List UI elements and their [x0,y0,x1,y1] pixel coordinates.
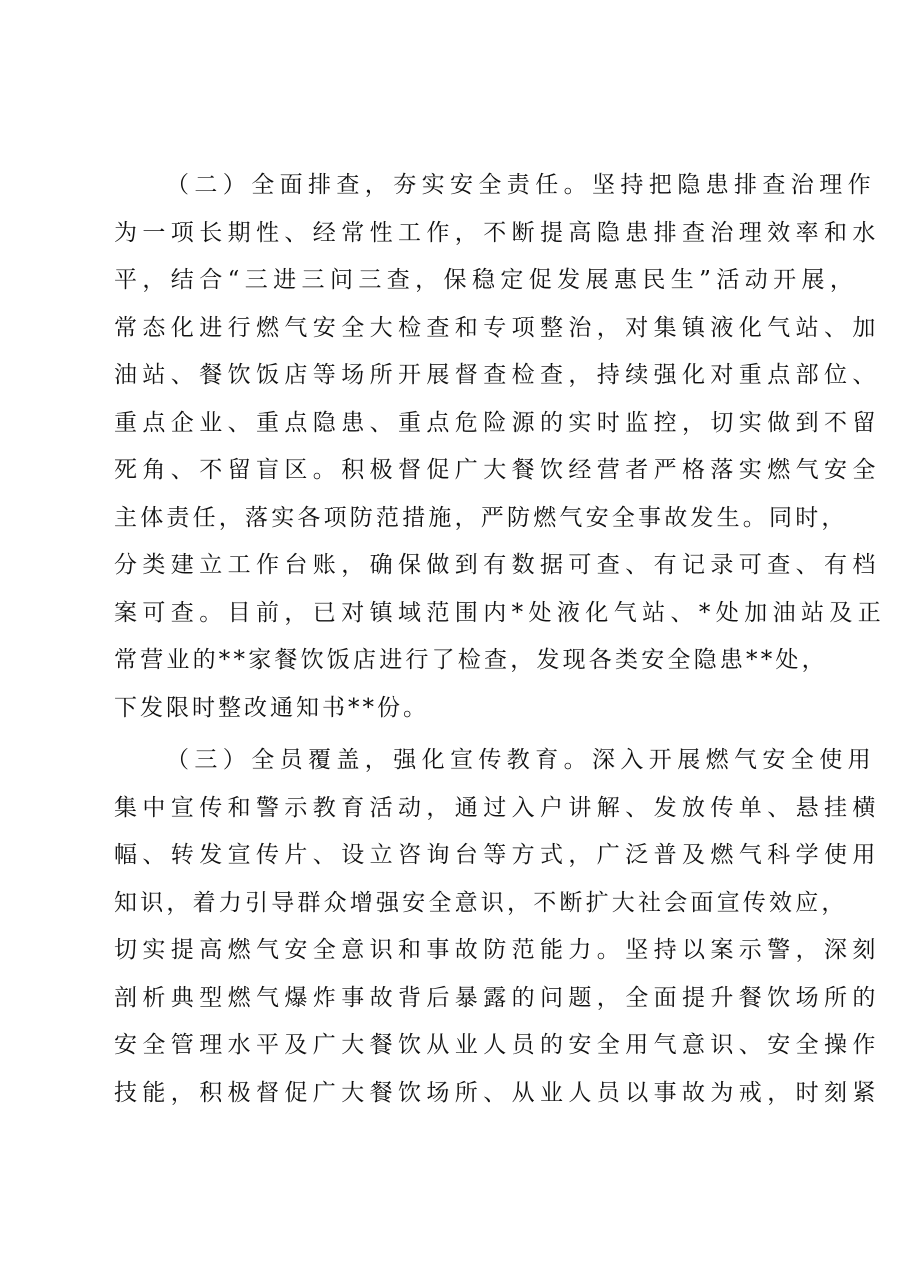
paragraph-line: 死角、不留盲区。积极督促广大餐饮经营者严格落实燃气安全 [114,457,881,483]
paragraph-line: 案可查。目前，已对镇域范围内*处液化气站、*处加油站及正 [114,599,887,626]
paragraph-line: 集中宣传和警示教育活动，通过入户讲解、发放传单、悬挂横 [114,794,881,821]
paragraph-comprehensive-inspection [114,162,887,732]
paragraph-line: 知识，着力引导群众增强安全意识，不断扩大社会面宣传效应， [114,889,848,916]
paragraph-line: 重点企业、重点隐患、重点危险源的实时监控，切实做到不留 [114,409,881,436]
paragraph-line: 分类建立工作台账，确保做到有数据可查、有记录可查、有档 [114,552,881,578]
paragraph-line: 主体责任，落实各项防范措施，严防燃气安全事故发生。同时， [114,504,848,531]
paragraph-line: 为一项长期性、经常性工作，不断提高隐患排查治理效率和水 [114,219,881,246]
paragraph-line: 平，结合“三进三问三查，保稳定促发展惠民生”活动开展， [114,267,859,293]
paragraph-line: 幅、转发宣传片、设立咨询台等方式，广泛普及燃气科学使用 [114,842,881,868]
paragraph-line: 油站、餐饮饭店等场所开展督查检查，持续强化对重点部位、 [114,362,881,388]
paragraph-line: （二）全面排查，夯实安全责任。坚持把隐患排查治理作 [166,172,876,198]
paragraph-line: 技能，积极督促广大餐饮场所、从业人员以事故为戒，时刻紧 [114,1079,881,1106]
paragraph-line: 常态化进行燃气安全大检查和专项整治，对集镇液化气站、加 [114,314,881,341]
paragraph-line: 剖析典型燃气爆炸事故背后暴露的问题，全面提升餐饮场所的 [114,984,881,1011]
paragraph-line: 安全管理水平及广大餐饮从业人员的安全用气意识、安全操作 [114,1032,881,1058]
paragraph-line: 下发限时整改通知书**份。 [114,694,429,721]
paragraph-publicity-education [114,737,881,1117]
paragraph-line: 切实提高燃气安全意识和事故防范能力。坚持以案示警，深刻 [114,937,881,963]
paragraph-line: 常营业的**家餐饮饭店进行了检查，发现各类安全隐患**处， [114,647,828,673]
paragraph-line: （三）全员覆盖，强化宣传教育。深入开展燃气安全使用 [166,747,876,773]
